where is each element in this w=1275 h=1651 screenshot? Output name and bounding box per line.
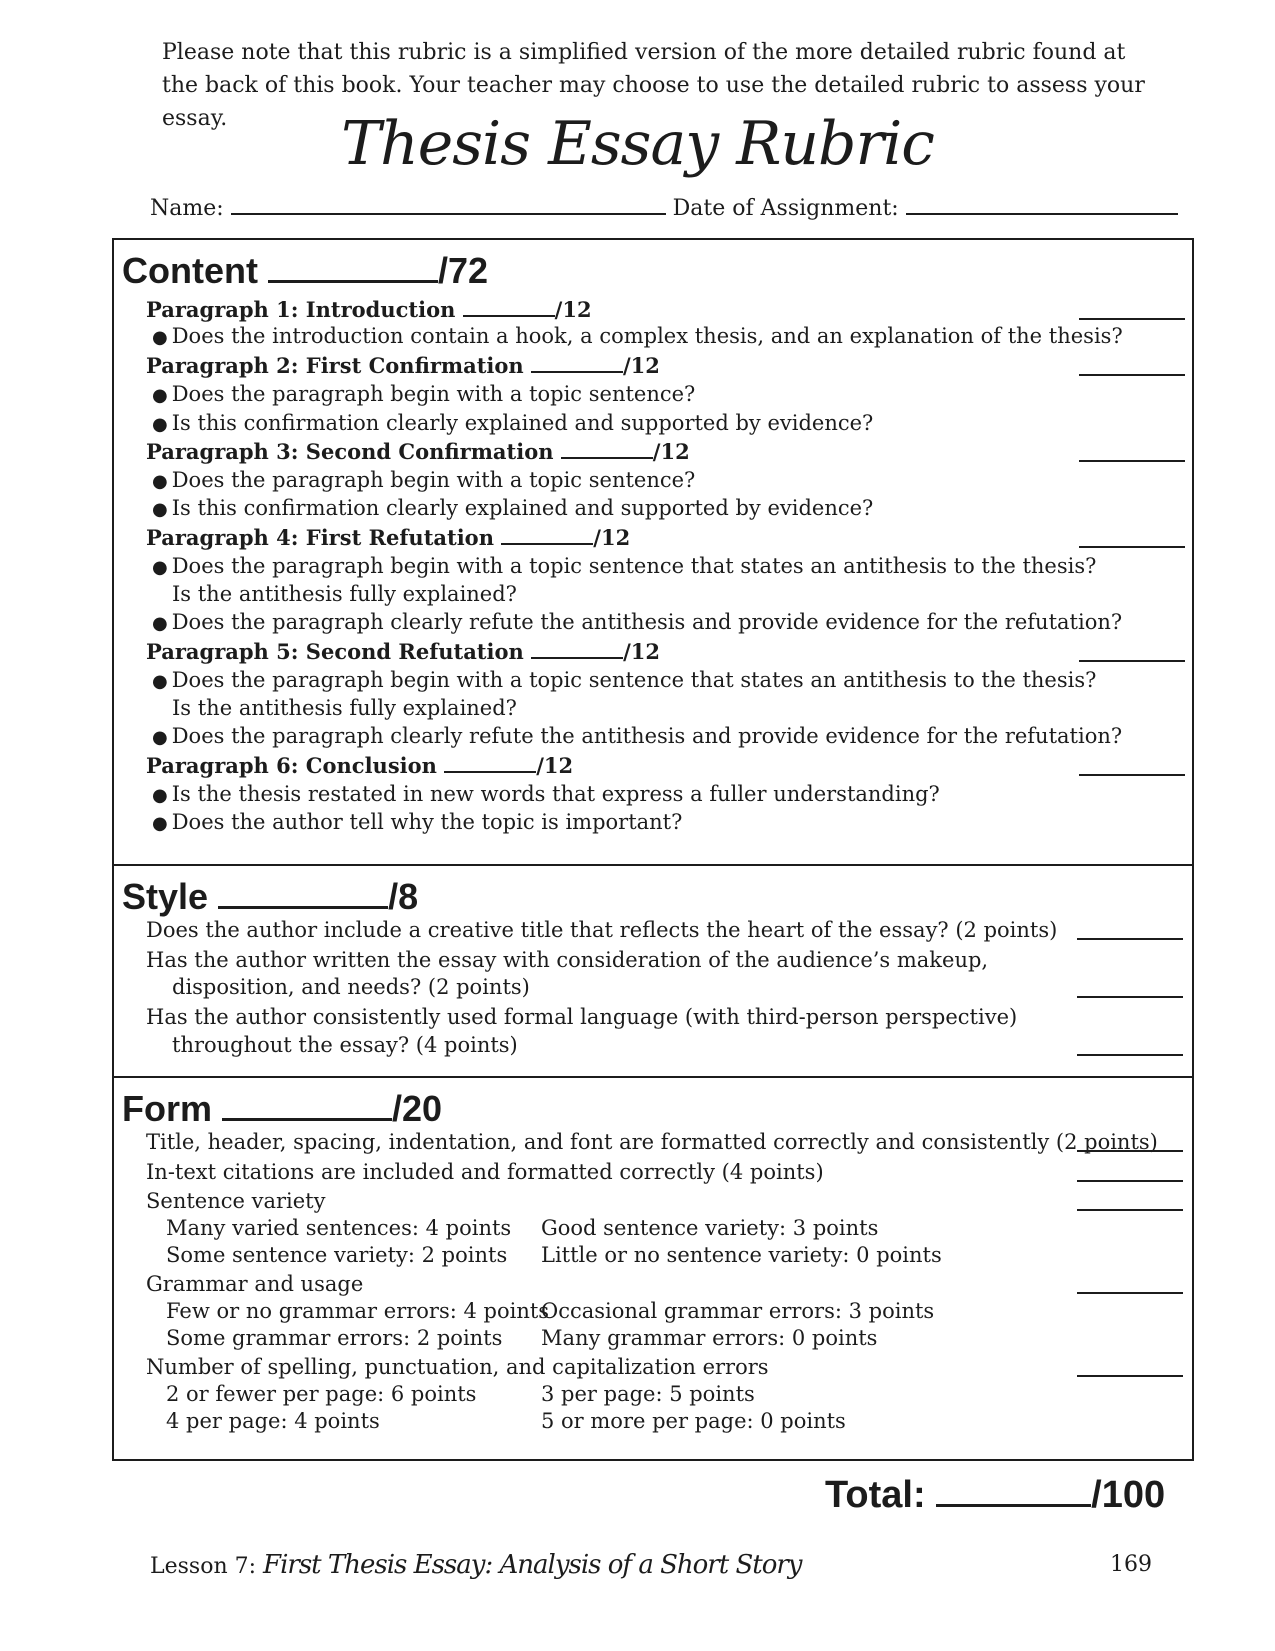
style-score-field[interactable] xyxy=(218,876,388,909)
list-item: Little or no sentence variety: 0 points xyxy=(541,1243,942,1267)
paragraph-1-score-field[interactable] xyxy=(463,297,555,317)
content-section xyxy=(112,238,1194,866)
style-item-formal: Has the author consistently used formal language (with third-person perspective) xyxy=(146,1005,1018,1029)
paragraph-1-score-line[interactable] xyxy=(1079,318,1185,320)
date-label: Date of Assignment: xyxy=(672,196,899,221)
form-sentence-variety-score-line[interactable] xyxy=(1077,1209,1183,1211)
list-item: ● Does the paragraph begin with a topic sentence that states an antithesis to the thesis? xyxy=(152,668,1097,692)
paragraph-2-label: Paragraph 2: First Confirmation /12 xyxy=(146,353,660,378)
list-item: 2 or fewer per page: 6 points xyxy=(166,1382,477,1406)
form-max: /20 xyxy=(392,1088,443,1129)
form-formatting-score-line[interactable] xyxy=(1077,1150,1183,1152)
total-label: Total: xyxy=(825,1474,926,1516)
list-item: ● Does the paragraph begin with a topic sentence? xyxy=(152,468,696,492)
list-item: Some sentence variety: 2 points xyxy=(166,1243,508,1267)
list-item: ● Does the paragraph clearly refute the antithesis and provide evidence for the refutation? xyxy=(152,610,1123,634)
form-item-citations: In-text citations are included and formatted correctly (4 points) xyxy=(146,1160,824,1184)
form-item-mechanics: Number of spelling, punctuation, and capitalization errors xyxy=(146,1355,769,1379)
paragraph-3-score-field[interactable] xyxy=(561,439,653,459)
paragraph-6-score-field[interactable] xyxy=(444,753,536,773)
form-heading-label: Form xyxy=(122,1088,212,1129)
paragraph-6-score-line[interactable] xyxy=(1079,774,1185,776)
paragraph-4-score-field[interactable] xyxy=(501,525,593,545)
rubric-note: Please note that this rubric is a simplified version of the more detailed rubric found at the back of this book. Your teacher may choose to use the detailed rubric to assess your essay. xyxy=(162,40,1145,131)
paragraph-1-label: Paragraph 1: Introduction /12 xyxy=(146,297,592,322)
list-item: ● Is this confirmation clearly explained and supported by evidence? xyxy=(152,411,874,435)
content-heading xyxy=(122,250,488,291)
content-score-field[interactable] xyxy=(268,250,438,283)
list-item: Is the antithesis fully explained? xyxy=(172,696,517,720)
list-item: Few or no grammar errors: 4 points xyxy=(166,1299,550,1323)
list-item: Many varied sentences: 4 points xyxy=(166,1216,512,1240)
paragraph-6-label: Paragraph 6: Conclusion /12 xyxy=(146,753,574,778)
list-item: 5 or more per page: 0 points xyxy=(541,1409,846,1433)
footer-lesson xyxy=(150,1548,801,1584)
list-item: Is the antithesis fully explained? xyxy=(172,582,517,606)
page-number: 169 xyxy=(1110,1552,1152,1577)
list-item: 3 per page: 5 points xyxy=(541,1382,755,1406)
form-mechanics-score-line[interactable] xyxy=(1077,1375,1183,1377)
total-score xyxy=(825,1472,1165,1517)
paragraph-5-label: Paragraph 5: Second Refutation /12 xyxy=(146,639,660,664)
name-field[interactable] xyxy=(231,193,666,215)
style-heading xyxy=(122,876,418,917)
style-item-audience: Has the author written the essay with consideration of the audience’s makeup, xyxy=(146,948,989,972)
style-section xyxy=(112,864,1194,1078)
paragraph-5-score-field[interactable] xyxy=(531,639,623,659)
form-section xyxy=(112,1076,1194,1461)
page-title: Thesis Essay Rubric xyxy=(341,109,934,179)
footer-lesson-label: Lesson 7: xyxy=(150,1554,257,1579)
name-date-line xyxy=(150,193,1178,224)
form-heading xyxy=(122,1088,442,1129)
date-field[interactable] xyxy=(906,193,1178,215)
name-label: Name: xyxy=(150,196,224,221)
style-max: /8 xyxy=(388,876,419,917)
list-item: ● Is this confirmation clearly explained and supported by evidence? xyxy=(152,496,874,520)
content-max: /72 xyxy=(437,250,489,291)
form-item-formatting: Title, header, spacing, indentation, and font are formatted correctly and consistently (2 points) xyxy=(146,1130,1158,1154)
list-item: Many grammar errors: 0 points xyxy=(541,1326,878,1350)
form-item-sentence-variety: Sentence variety xyxy=(146,1189,326,1213)
style-title-score-line[interactable] xyxy=(1077,938,1183,940)
style-formal-score-line[interactable] xyxy=(1077,1054,1183,1056)
list-item: ● Is the thesis restated in new words that express a fuller understanding? xyxy=(152,782,940,806)
paragraph-2-score-line[interactable] xyxy=(1079,374,1185,376)
paragraph-3-score-line[interactable] xyxy=(1079,460,1185,462)
list-item: ● Does the paragraph clearly refute the antithesis and provide evidence for the refutation? xyxy=(152,724,1123,748)
list-item: ● Does the author tell why the topic is important? xyxy=(152,810,683,834)
style-item-formal-cont: throughout the essay? (4 points) xyxy=(172,1033,518,1057)
paragraph-3-label: Paragraph 3: Second Confirmation /12 xyxy=(146,439,690,464)
paragraph-4-label: Paragraph 4: First Refutation /12 xyxy=(146,525,631,550)
paragraph-4-score-line[interactable] xyxy=(1079,546,1185,548)
style-heading-label: Style xyxy=(122,876,209,917)
total-max: /100 xyxy=(1091,1474,1166,1516)
style-audience-score-line[interactable] xyxy=(1077,996,1183,998)
style-item-audience-cont: disposition, and needs? (2 points) xyxy=(172,975,530,999)
list-item: Occasional grammar errors: 3 points xyxy=(541,1299,935,1323)
list-item: Good sentence variety: 3 points xyxy=(541,1216,879,1240)
form-item-grammar: Grammar and usage xyxy=(146,1272,364,1296)
paragraph-5-score-line[interactable] xyxy=(1079,660,1185,662)
list-item: 4 per page: 4 points xyxy=(166,1409,380,1433)
list-item: ● Does the paragraph begin with a topic sentence that states an antithesis to the thesis? xyxy=(152,554,1097,578)
form-score-field[interactable] xyxy=(222,1088,392,1121)
form-citations-score-line[interactable] xyxy=(1077,1180,1183,1182)
content-heading-label: Content xyxy=(122,250,258,291)
footer-lesson-title: First Thesis Essay: Analysis of a Short Story xyxy=(263,1550,802,1580)
form-grammar-score-line[interactable] xyxy=(1077,1292,1183,1294)
total-score-field[interactable] xyxy=(936,1472,1091,1507)
list-item: Some grammar errors: 2 points xyxy=(166,1326,503,1350)
style-item-title: Does the author include a creative title that reflects the heart of the essay? (2 points) xyxy=(146,918,1058,942)
list-item: ● Does the introduction contain a hook, a complex thesis, and an explanation of the thesis? xyxy=(152,324,1123,348)
paragraph-2-score-field[interactable] xyxy=(531,353,623,373)
list-item: ● Does the paragraph begin with a topic sentence? xyxy=(152,382,696,406)
